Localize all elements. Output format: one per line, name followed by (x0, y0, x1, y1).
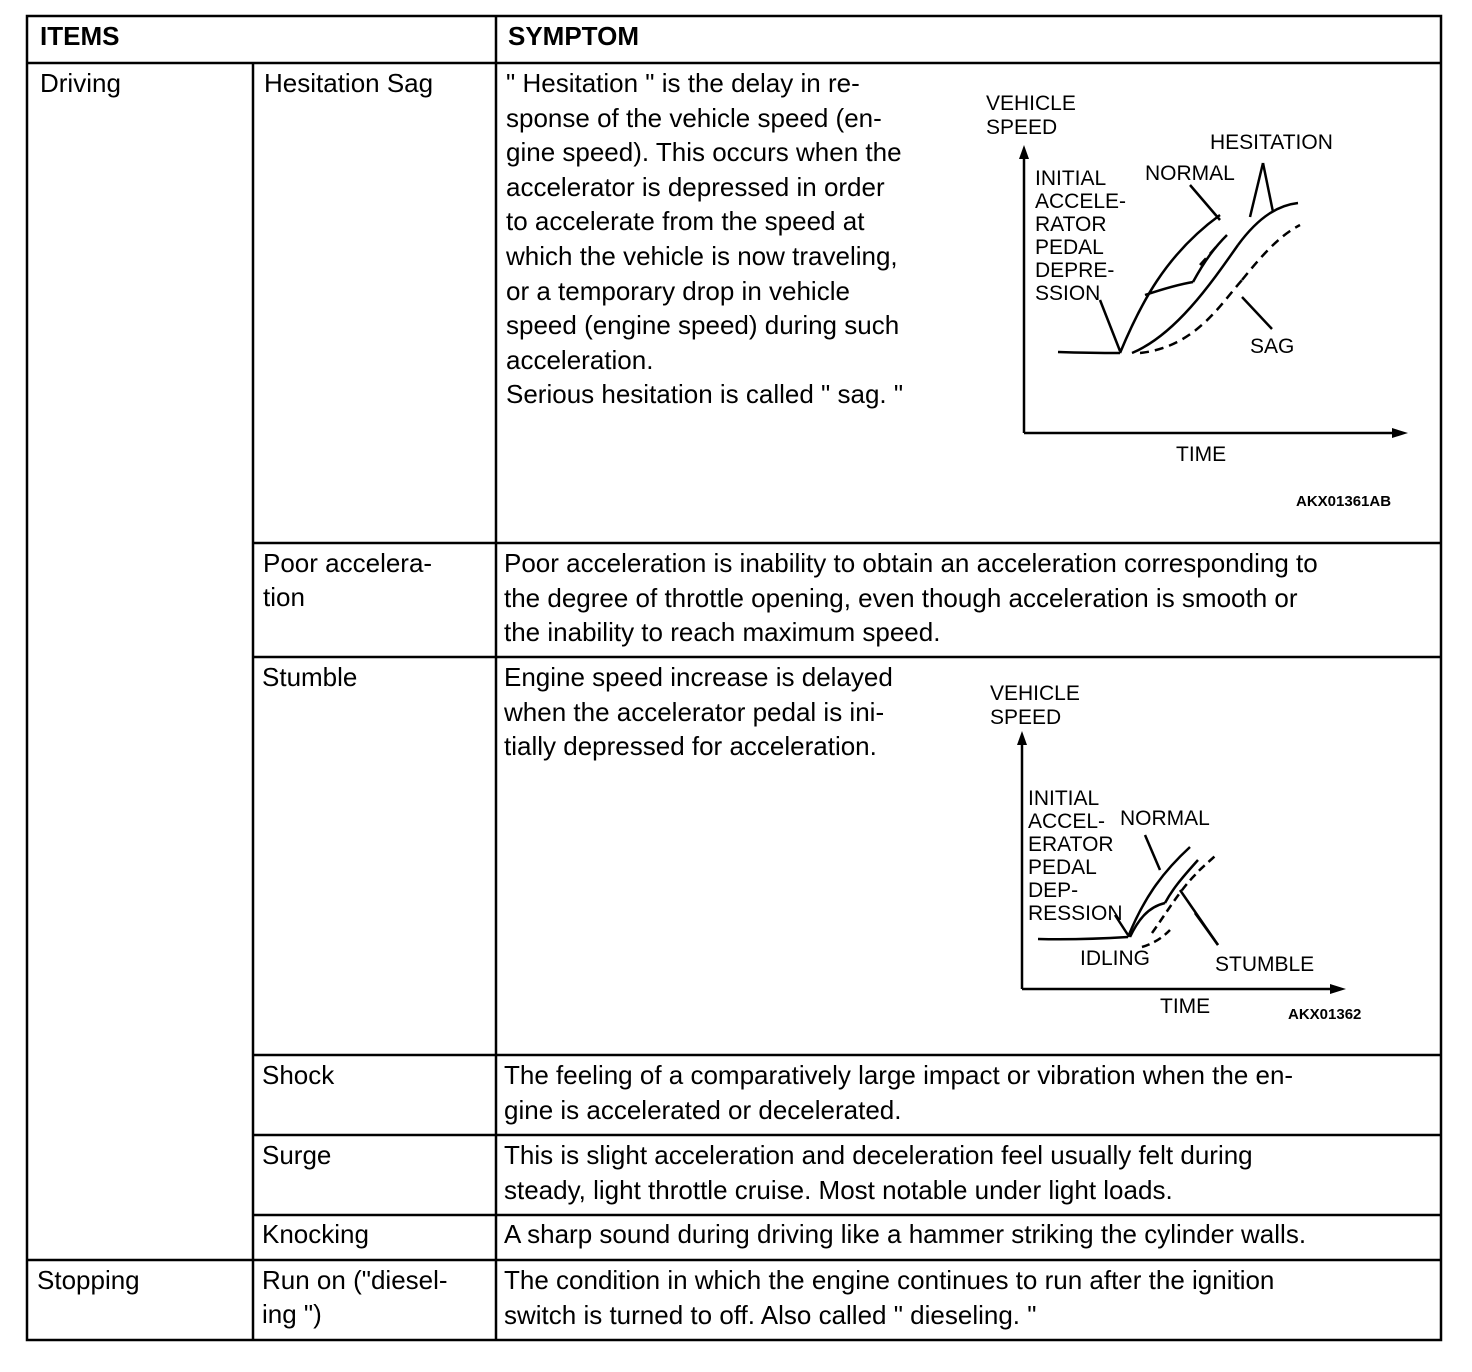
item-hesitation-sag: Hesitation Sag (264, 68, 434, 98)
stumble-diagram (980, 675, 1430, 1035)
symptom-surge: This is slight acceleration and deceleration feel usually felt during steady, light throttle cruise. Most notable under light loads. (504, 1140, 1253, 1205)
fig1-normal-label: NORMAL (1145, 162, 1235, 185)
fig2-axis-y-label: VEHICLE SPEED (990, 682, 1080, 729)
fig2-stumble-label: STUMBLE (1215, 953, 1315, 976)
fig1-axis-y-label: VEHICLE SPEED (986, 92, 1076, 139)
category-stopping: Stopping (37, 1265, 140, 1295)
symptom-shock: The feeling of a comparatively large impact or vibration when the en- gine is accelerated or decelerated. (504, 1060, 1294, 1125)
item-surge: Surge (262, 1140, 332, 1170)
symptom-poor-acceleration: Poor acceleration is inability to obtain an acceleration corresponding to the degree of throttle opening, even though acceleration is smooth or the inability to reach maximum speed. (504, 548, 1318, 648)
normal-curve (1120, 215, 1220, 353)
fig2-idling-label: IDLING (1080, 947, 1151, 970)
fig1-sag-label: SAG (1250, 335, 1295, 358)
idling-line (1038, 937, 1128, 939)
symptom-stumble: Engine speed increase is delayed when the accelerator pedal is ini- tially depressed for acceleration. (504, 662, 893, 762)
fig1-time-label: TIME (1176, 443, 1227, 466)
fig2-code: AKX01362 (1288, 1006, 1362, 1023)
header-items: ITEMS (40, 21, 120, 51)
fig1-hesitation-label: HESITATION (1210, 131, 1333, 154)
item-poor-acceleration: Poor accelera- tion (263, 548, 433, 612)
category-driving: Driving (40, 68, 121, 98)
symptom-knocking: A sharp sound during driving like a hammer striking the cylinder walls. (504, 1219, 1307, 1249)
fig2-initial-label: INITIAL ACCEL-ERATOR PEDAL DEP-RESSION (1028, 787, 1123, 925)
fig2-time-label: TIME (1160, 995, 1211, 1018)
item-run-on: Run on ("diesel- ing ") (262, 1265, 448, 1329)
item-shock: Shock (262, 1060, 335, 1090)
item-stumble: Stumble (262, 662, 358, 692)
fig2-normal-label: NORMAL (1120, 807, 1210, 830)
symptom-run-on: The condition in which the engine continues to run after the ignition switch is turned to off. Also called " dieseling. " (504, 1265, 1275, 1330)
fig1-code: AKX01361AB (1296, 493, 1392, 510)
fig1-initial-label: INITIAL ACCELE-RATOR PEDAL DEPRE-SSION (1035, 167, 1127, 305)
fig1-y-line1: VEHICLE (986, 92, 1076, 115)
item-knocking: Knocking (262, 1219, 369, 1249)
symptom-hesitation: " Hesitation " is the delay in re- sponse of the vehicle speed (en- gine speed). This occurs when the accelerator is depressed in order to accelerate from the speed at which the vehicle is now traveling, or a temporary drop in vehicle speed (engine speed) during such acceleration. Serious hesitation is called " sag. " (506, 68, 904, 410)
hesitation-sag-diagram (980, 85, 1430, 520)
header-symptom: SYMPTOM (508, 21, 639, 51)
